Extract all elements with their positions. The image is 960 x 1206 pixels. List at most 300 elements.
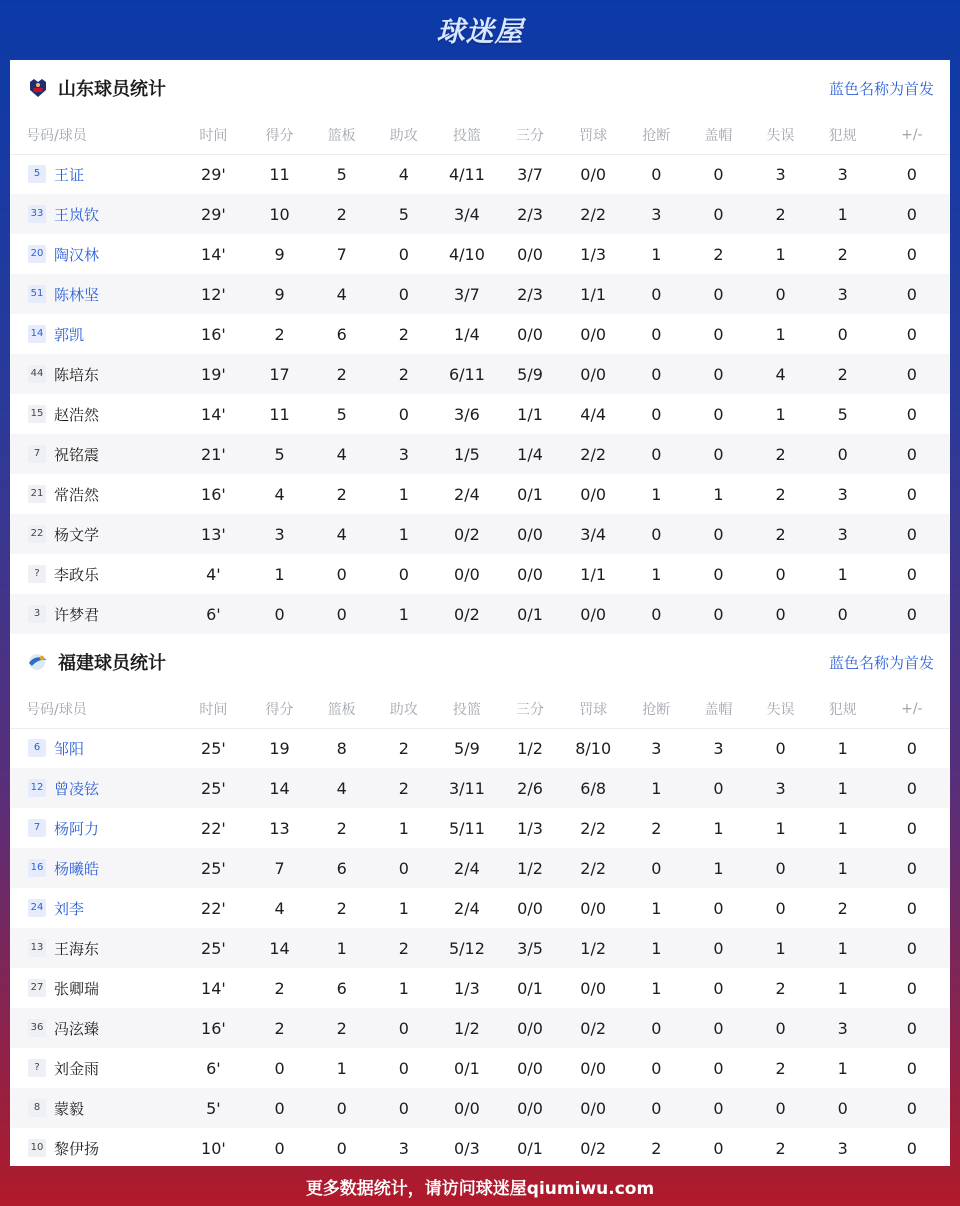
stat-cell: 0/3 [454, 1138, 480, 1158]
section-header [10, 634, 950, 690]
stat-cell: 9 [248, 274, 310, 314]
stat-cell: 0 [713, 404, 724, 424]
stat-cell: 1 [398, 818, 409, 838]
stat-cell: 0 [874, 194, 950, 234]
table-row [10, 474, 950, 514]
stat-cell: 0 [687, 354, 749, 394]
player-name[interactable]: 赵浩然 [54, 405, 100, 424]
stat-cell: 4 [311, 434, 373, 474]
stat-cell: 16' [201, 484, 226, 504]
table-row [10, 154, 950, 194]
stat-cell: 4 [274, 484, 285, 504]
stat-cell: 0/2 [580, 1138, 607, 1158]
stat-cell: 19' [178, 354, 248, 394]
stat-cell: 0/0 [517, 564, 543, 584]
player-name[interactable]: 陶汉林 [54, 245, 100, 264]
jersey-number-badge: 16 [28, 859, 46, 877]
column-header: 罚球 [561, 690, 625, 728]
jersey-number-badge: 12 [28, 779, 46, 797]
stat-cell: 25' [178, 768, 248, 808]
stat-cell: 1 [274, 564, 285, 584]
player-stats-table [10, 116, 950, 634]
stat-cell: 0/1 [499, 594, 561, 634]
table-row [10, 1048, 950, 1088]
stat-cell: 0 [311, 1088, 373, 1128]
stat-cell: 1 [749, 928, 811, 968]
stat-cell: 0 [687, 1088, 749, 1128]
player-name[interactable]: 陈林坚 [54, 285, 100, 304]
stat-cell: 0 [812, 594, 874, 634]
player-cell [10, 594, 178, 634]
starter-legend-note: 蓝色名称为首发 [828, 79, 934, 98]
column-header-player: 号码/球员 [10, 116, 178, 154]
stat-cell: 0/0 [580, 164, 607, 184]
stat-cell: 3 [651, 738, 662, 758]
stat-cell: 0 [398, 404, 409, 424]
jersey-number-badge: 20 [28, 245, 46, 263]
stat-cell: 0 [311, 594, 373, 634]
stats-card [10, 60, 950, 1166]
jersey-number-badge: 7 [28, 819, 46, 837]
stat-cell: 2 [373, 768, 435, 808]
player-name[interactable]: 王证 [54, 165, 85, 184]
stat-cell: 3 [812, 1008, 874, 1048]
stat-cell: 1 [775, 324, 786, 344]
stat-cell: 5/12 [435, 928, 499, 968]
stat-cell: 0 [906, 164, 917, 184]
table-row [10, 768, 950, 808]
stat-cell: 0 [874, 594, 950, 634]
stat-cell: 0 [906, 324, 917, 344]
stat-cell: 1/3 [454, 978, 480, 998]
stat-cell: 0 [874, 848, 950, 888]
stat-cell: 0/1 [517, 978, 543, 998]
table-row [10, 1128, 950, 1166]
jersey-number-badge: 33 [28, 205, 46, 223]
column-header: 得分 [248, 116, 310, 154]
table-row [10, 194, 950, 234]
stat-cell: 0 [713, 324, 724, 344]
stat-cell: 6/8 [561, 768, 625, 808]
stat-cell: 0 [651, 324, 662, 344]
stat-cell: 1 [336, 1058, 347, 1078]
shandong-team-logo-icon [26, 76, 50, 100]
stat-cell: 0 [687, 1008, 749, 1048]
stat-cell: 1 [837, 1058, 848, 1078]
stat-cell: 22' [201, 898, 226, 918]
player-name[interactable]: 冯泫臻 [54, 1019, 100, 1038]
top-banner [0, 0, 960, 60]
stat-cell: 0 [713, 564, 724, 584]
stat-cell: 8 [336, 738, 347, 758]
stat-cell: 1/1 [580, 564, 607, 584]
stat-cell: 7 [248, 848, 310, 888]
footer-banner[interactable] [0, 1166, 960, 1206]
stat-cell: 5/11 [448, 818, 485, 838]
stat-cell: 2 [775, 1058, 786, 1078]
stat-cell: 1 [837, 978, 848, 998]
stat-cell: 2 [311, 194, 373, 234]
player-name[interactable]: 黎伊扬 [54, 1139, 100, 1158]
stat-cell: 5/9 [454, 738, 480, 758]
stat-cell: 0 [713, 1058, 724, 1078]
table-row [10, 354, 950, 394]
stat-cell: 0 [906, 1138, 917, 1158]
player-name[interactable]: 许梦君 [54, 605, 100, 624]
stat-cell: 1 [812, 848, 874, 888]
stat-cell: 0 [906, 978, 917, 998]
player-cell [10, 728, 178, 768]
stat-cell: 4' [206, 564, 221, 584]
table-row [10, 554, 950, 594]
stat-cell: 0/0 [454, 564, 480, 584]
player-cell [10, 434, 178, 474]
stat-cell: 1 [398, 484, 409, 504]
stat-cell: 2 [336, 484, 347, 504]
stat-cell: 0 [687, 514, 749, 554]
stat-cell: 2 [248, 1008, 310, 1048]
column-header: +/- [874, 116, 950, 154]
stat-cell: 2 [812, 354, 874, 394]
stat-cell: 1 [775, 818, 786, 838]
jersey-number-badge: 24 [28, 899, 46, 917]
stat-cell: 0 [906, 738, 917, 758]
stat-cell: 6 [336, 978, 347, 998]
stat-cell: 0 [874, 1088, 950, 1128]
team-title [26, 649, 166, 675]
stat-cell: 0 [812, 434, 874, 474]
stat-cell: 2/4 [435, 848, 499, 888]
stat-cell: 1 [837, 818, 848, 838]
player-name[interactable]: 杨曦皓 [54, 859, 100, 878]
stat-cell: 2 [373, 928, 435, 968]
stat-cell: 1 [311, 928, 373, 968]
jersey-number-badge: 44 [28, 365, 46, 383]
stat-cell: 2/4 [454, 898, 480, 918]
column-header: 失误 [749, 690, 811, 728]
stat-cell: 2/2 [561, 194, 625, 234]
stat-cell: 0 [274, 1058, 285, 1078]
table-row [10, 1088, 950, 1128]
stat-cell: 0 [687, 594, 749, 634]
stat-cell: 0 [874, 354, 950, 394]
section-header [10, 60, 950, 116]
stat-cell: 1 [775, 404, 786, 424]
player-name[interactable]: 王海东 [54, 939, 100, 958]
stat-cell: 1/3 [517, 818, 543, 838]
player-cell [10, 274, 178, 314]
stat-cell: 5 [336, 164, 347, 184]
stat-cell: 0 [336, 564, 347, 584]
stat-cell: 3 [837, 484, 848, 504]
stat-cell: 0/2 [561, 1008, 625, 1048]
player-name[interactable]: 刘金雨 [54, 1059, 100, 1078]
stat-cell: 0 [906, 898, 917, 918]
stat-cell: 0 [874, 274, 950, 314]
stat-cell: 3/5 [499, 928, 561, 968]
stat-cell: 3 [775, 164, 786, 184]
table-row [10, 1008, 950, 1048]
stat-cell: 0 [625, 514, 687, 554]
jersey-number-badge: 7 [28, 445, 46, 463]
stat-cell: 0 [837, 324, 848, 344]
jersey-number-badge: 5 [28, 165, 46, 183]
jersey-number-badge: 36 [28, 1019, 46, 1037]
stat-cell: 0 [373, 848, 435, 888]
stat-cell: 3 [625, 194, 687, 234]
stat-cell: 3/6 [454, 404, 480, 424]
stat-cell: 0/0 [561, 1088, 625, 1128]
stat-cell: 14' [201, 978, 226, 998]
stat-cell: 13' [178, 514, 248, 554]
stat-cell: 4 [311, 768, 373, 808]
stat-cell: 0 [874, 1008, 950, 1048]
stat-cell: 1 [713, 818, 724, 838]
stat-cell: 25' [201, 738, 226, 758]
stat-cell: 0 [906, 484, 917, 504]
stat-cell: 6/11 [435, 354, 499, 394]
column-header: 三分 [499, 690, 561, 728]
stat-cell: 0 [749, 1088, 811, 1128]
stat-cell: 0/0 [435, 1088, 499, 1128]
stat-cell: 4/10 [448, 244, 485, 264]
stat-cell: 0 [398, 244, 409, 264]
column-header: 抢断 [625, 690, 687, 728]
stat-cell: 0/0 [499, 1008, 561, 1048]
stat-cell: 3 [398, 1138, 409, 1158]
stat-cell: 0 [812, 1088, 874, 1128]
stat-cell: 0/2 [435, 514, 499, 554]
stat-cell: 0 [874, 434, 950, 474]
stat-cell: 4/11 [448, 164, 485, 184]
stat-cell: 0/0 [580, 978, 607, 998]
stat-cell: 8/10 [575, 738, 612, 758]
footer-link-text[interactable]: 更多数据统计，请访问球迷屋qiumiwu.com [305, 1178, 655, 1199]
jersey-number-badge: 13 [28, 939, 46, 957]
table-row [10, 394, 950, 434]
stat-cell: 2 [274, 324, 285, 344]
team-name: 福建球员统计 [58, 653, 166, 674]
stat-cell: 25' [178, 848, 248, 888]
stat-cell: 4 [311, 274, 373, 314]
stat-cell: 0 [625, 848, 687, 888]
stat-cell: 0/0 [561, 594, 625, 634]
stat-cell: 0 [336, 1138, 347, 1158]
stat-cell: 3/11 [435, 768, 499, 808]
stat-cell: 5 [373, 194, 435, 234]
stat-cell: 2 [837, 898, 848, 918]
player-cell [10, 354, 178, 394]
stat-cell: 0/0 [517, 324, 543, 344]
column-header: 时间 [178, 116, 248, 154]
stat-cell: 1 [837, 564, 848, 584]
stat-cell: 19 [269, 738, 290, 758]
stat-cell: 1/4 [499, 434, 561, 474]
stat-cell: 4 [398, 164, 409, 184]
stat-cell: 0/0 [580, 484, 607, 504]
stat-cell: 4/4 [580, 404, 607, 424]
stat-cell: 0/0 [499, 1088, 561, 1128]
column-header: 罚球 [561, 116, 625, 154]
player-name[interactable]: 王岚钦 [54, 205, 100, 224]
jersey-number-badge: 3 [28, 605, 46, 623]
stat-cell: 1 [625, 768, 687, 808]
team-title [26, 75, 166, 101]
stat-cell: 0/2 [435, 594, 499, 634]
player-name[interactable]: 祝铭震 [54, 445, 100, 464]
stat-cell: 3/7 [435, 274, 499, 314]
column-header: 犯规 [812, 116, 874, 154]
stat-cell: 0/0 [580, 1058, 607, 1078]
stat-cell: 1/2 [435, 1008, 499, 1048]
stat-cell: 1/5 [435, 434, 499, 474]
brand-logo: 球迷屋 [436, 15, 524, 48]
stat-cell: 0/0 [580, 898, 607, 918]
stat-cell: 0 [625, 434, 687, 474]
player-name[interactable]: 陈培东 [54, 365, 100, 384]
stat-cell: 17 [248, 354, 310, 394]
stat-cell: 1 [373, 594, 435, 634]
player-cell [10, 808, 178, 848]
stat-cell: 3 [812, 274, 874, 314]
stat-cell: 2 [336, 818, 347, 838]
table-row [10, 594, 950, 634]
stat-cell: 1/3 [580, 244, 607, 264]
stat-cell: 2/3 [499, 274, 561, 314]
column-header: 助攻 [373, 690, 435, 728]
stat-cell: 3 [812, 514, 874, 554]
stat-cell: 5 [248, 434, 310, 474]
jersey-number-badge: ? [28, 1059, 46, 1077]
stat-cell: 2 [749, 514, 811, 554]
stat-cell: 0 [625, 354, 687, 394]
table-header-row [10, 690, 950, 728]
stat-cell: 1 [713, 484, 724, 504]
stat-cell: 29' [201, 164, 226, 184]
player-name[interactable]: 杨阿力 [54, 819, 100, 838]
player-name[interactable]: 蒙毅 [54, 1099, 85, 1118]
stat-cell: 2 [651, 1138, 662, 1158]
column-header: 三分 [499, 116, 561, 154]
table-row [10, 434, 950, 474]
stat-cell: 0 [398, 1058, 409, 1078]
stat-cell: 12' [178, 274, 248, 314]
stat-cell: 0 [651, 1058, 662, 1078]
column-header: 抢断 [625, 116, 687, 154]
team-section-shandong [10, 60, 950, 634]
stat-cell: 6 [336, 324, 347, 344]
stat-cell: 1 [651, 898, 662, 918]
player-cell [10, 888, 178, 928]
stat-cell: 1/2 [561, 928, 625, 968]
stat-cell: 2 [274, 978, 285, 998]
column-header-player: 号码/球员 [10, 690, 178, 728]
column-header: 得分 [248, 690, 310, 728]
stat-cell: 4 [311, 514, 373, 554]
stat-cell: 6 [311, 848, 373, 888]
stat-cell: 11 [269, 164, 290, 184]
stat-cell: 14' [201, 404, 226, 424]
jersey-number-badge: 15 [28, 405, 46, 423]
player-cell [10, 968, 178, 1008]
stat-cell: 1 [775, 244, 786, 264]
player-name[interactable]: 邹阳 [54, 739, 85, 758]
stat-cell: 2/2 [580, 818, 607, 838]
stat-cell: 0/0 [561, 354, 625, 394]
player-name[interactable]: 常浩然 [54, 485, 100, 504]
player-cell [10, 514, 178, 554]
player-name[interactable]: 曾凌铉 [54, 779, 100, 798]
stat-cell: 0/0 [517, 1058, 543, 1078]
stat-cell: 1 [812, 194, 874, 234]
player-name[interactable]: 刘李 [54, 899, 85, 918]
stat-cell: 2 [837, 244, 848, 264]
stat-cell: 1 [625, 928, 687, 968]
stat-cell: 2/2 [561, 848, 625, 888]
player-name[interactable]: 郭凯 [54, 325, 85, 344]
stat-cell: 6' [178, 594, 248, 634]
stat-cell: 0 [775, 738, 786, 758]
column-header: 盖帽 [687, 690, 749, 728]
stat-cell: 1 [651, 244, 662, 264]
stat-cell: 2 [775, 978, 786, 998]
player-name[interactable]: 张卿瑞 [54, 979, 100, 998]
column-header: 篮板 [311, 116, 373, 154]
stat-cell: 0 [713, 978, 724, 998]
team-section-fujian [10, 634, 950, 1166]
stat-cell: 0 [687, 768, 749, 808]
stat-cell: 1/2 [517, 738, 543, 758]
stat-cell: 16' [178, 1008, 248, 1048]
player-name[interactable]: 杨文学 [54, 525, 100, 544]
stat-cell: 0 [906, 818, 917, 838]
stat-cell: 0 [248, 1088, 310, 1128]
stat-cell: 1 [651, 978, 662, 998]
stat-cell: 3 [248, 514, 310, 554]
stat-cell: 14 [248, 768, 310, 808]
stat-cell: 0/1 [517, 1138, 543, 1158]
player-name[interactable]: 李政乐 [54, 565, 100, 584]
player-cell [10, 194, 178, 234]
stat-cell: 3 [749, 768, 811, 808]
stat-cell: 0 [625, 274, 687, 314]
stat-cell: 0/0 [580, 324, 607, 344]
stat-cell: 2 [713, 244, 724, 264]
stat-cell: 0 [373, 274, 435, 314]
table-row [10, 968, 950, 1008]
stat-cell: 1/1 [561, 274, 625, 314]
stat-cell: 0 [398, 564, 409, 584]
player-stats-table [10, 690, 950, 1166]
stat-cell: 0 [874, 514, 950, 554]
stat-cell: 0 [687, 274, 749, 314]
stat-cell: 0 [775, 898, 786, 918]
stat-cell: 2 [336, 898, 347, 918]
jersey-number-badge: 27 [28, 979, 46, 997]
jersey-number-badge: ? [28, 565, 46, 583]
column-header: +/- [874, 690, 950, 728]
stat-cell: 0 [749, 848, 811, 888]
stat-cell: 0 [248, 594, 310, 634]
stat-cell: 1 [812, 768, 874, 808]
stat-cell: 13 [269, 818, 290, 838]
stat-cell: 0 [906, 404, 917, 424]
player-cell [10, 234, 178, 274]
starter-legend-note: 蓝色名称为首发 [828, 653, 934, 672]
jersey-number-badge: 22 [28, 525, 46, 543]
team-name: 山东球员统计 [58, 79, 166, 100]
stat-cell: 16' [201, 324, 226, 344]
